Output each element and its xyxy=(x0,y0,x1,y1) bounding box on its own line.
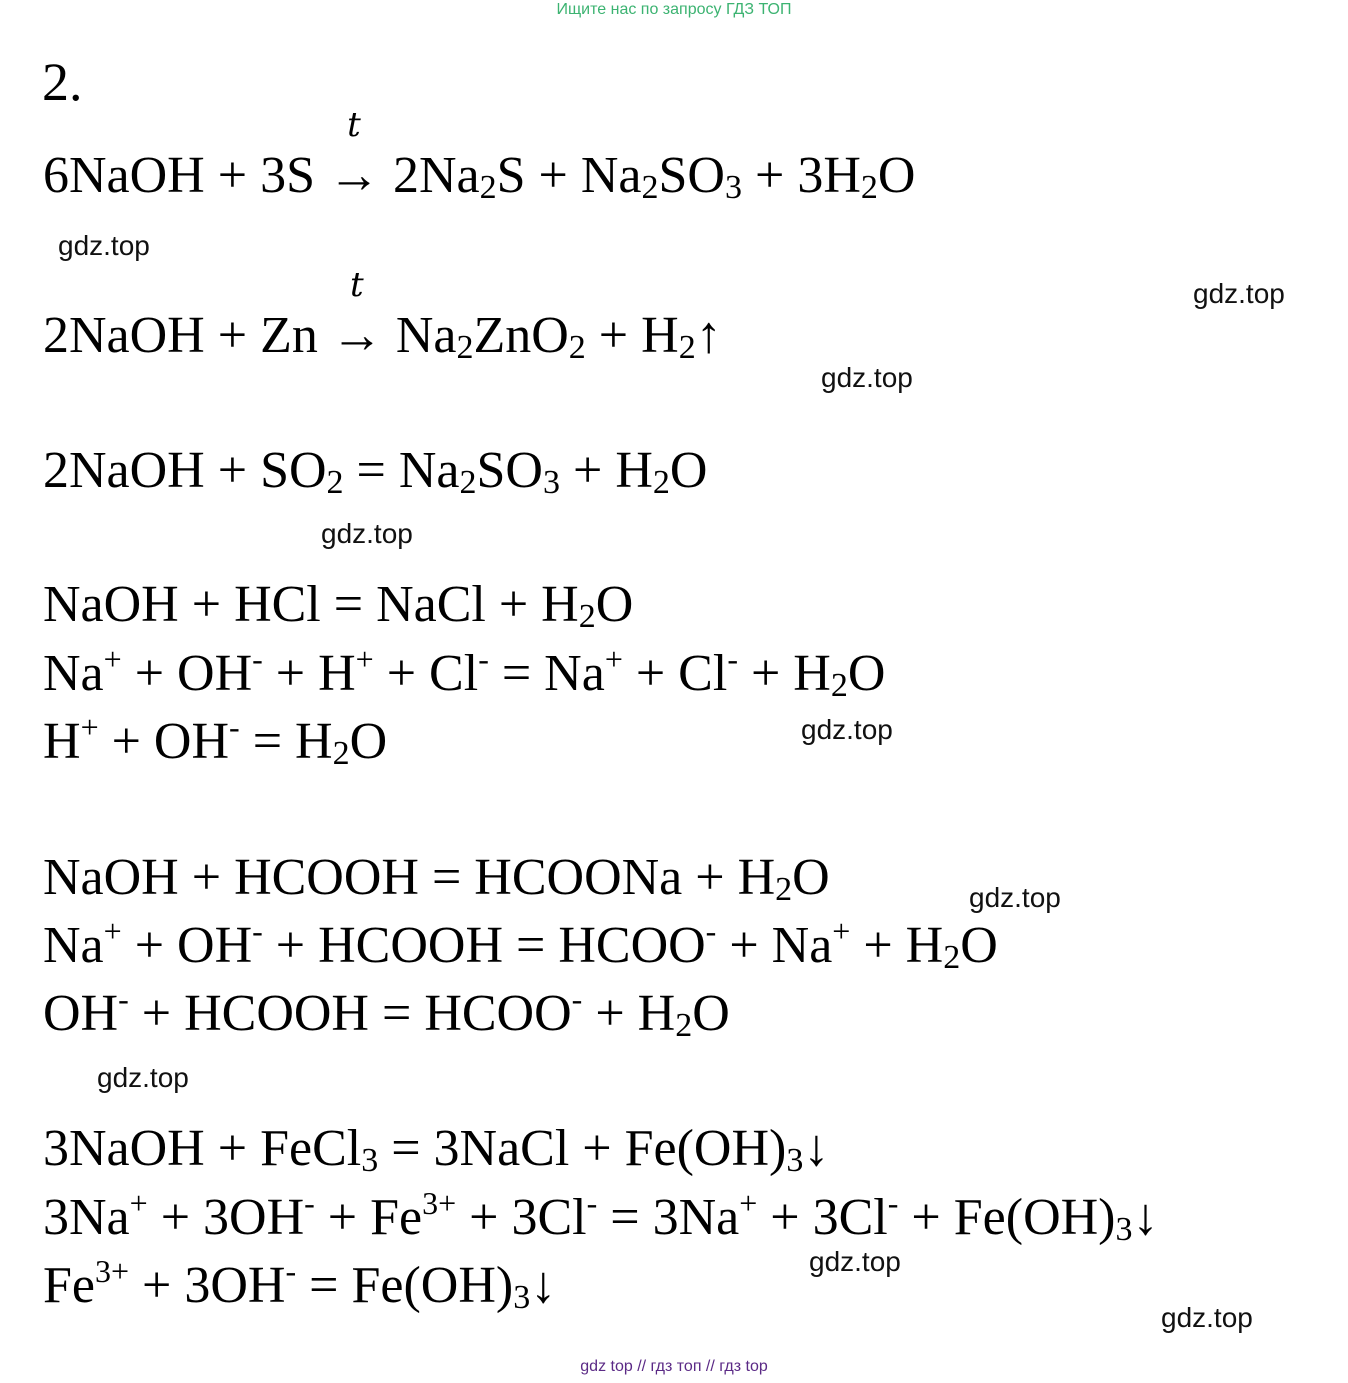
heating-arrow: t → xyxy=(327,105,380,204)
search-hint-banner: Ищите нас по запросу ГДЗ ТОП xyxy=(556,1,792,18)
equation-naoh-sulfur-dioxide: 2NaOH + $SO_2 = Na_2SO_3 + H_2O$ xyxy=(43,442,708,501)
equation-naoh-hcl-molecular: NaOH + HCl = NaCl + $H_2O$ xyxy=(43,576,634,635)
equation-naoh-formic-full-ionic: Na+ + OH- + HCOOH = HCOO- + $Na^+ + H_2O$ xyxy=(43,913,998,976)
equation-naoh-sulfur: 6NaOH + 3S t → $2Na_2S + Na_2SO_3 + 3H_2O$ xyxy=(43,105,916,206)
equation-naoh-zinc: 2NaOH + Zn t → $Na_2ZnO_2$ + $H_2↑$ xyxy=(43,265,722,366)
watermark: gdz.top xyxy=(809,1246,901,1277)
watermark: gdz.top xyxy=(801,714,893,745)
watermark: gdz.top xyxy=(97,1062,189,1093)
watermark: gdz.top xyxy=(1193,278,1285,309)
watermark: gdz.top xyxy=(58,230,150,261)
watermark: gdz.top xyxy=(821,362,913,393)
watermark: gdz.top xyxy=(321,518,413,549)
equation-naoh-hcl-short-ionic: $H^+ + OH^- = H_2O$ xyxy=(43,709,388,772)
equation-naoh-formic-molecular: NaOH + HCOOH = HCOONa + $H_2O$ xyxy=(43,849,830,908)
watermark: gdz.top xyxy=(969,882,1061,913)
equation-naoh-hcl-full-ionic: $Na^+ + OH^- + H^+ + Cl^- = Na^+ + Cl^- + H_2O$ xyxy=(43,641,886,704)
heating-condition-label: t xyxy=(349,265,364,305)
heating-condition-label: t xyxy=(347,105,361,145)
equation-naoh-formic-short-ionic: OH- + HCOOH = HCOO- + $H_2O$ xyxy=(43,981,730,1044)
problem-number: 2. xyxy=(42,52,83,112)
equation-naoh-fecl3-full-ionic: $3Na^+ + 3OH^- + Fe^{3+} + 3Cl^- = 3Na^+ + 3Cl^-$ + $Fe(OH)_3↓$ xyxy=(43,1185,1159,1248)
watermark: gdz.top xyxy=(1161,1302,1253,1333)
equation-naoh-fecl3-short-ionic: $Fe^{3+} + 3OH^-$ = $Fe(OH)_3↓$ xyxy=(43,1253,557,1316)
footer-links: gdz top // гдз топ // гдз top xyxy=(580,1358,768,1375)
heating-arrow: t → xyxy=(330,265,383,364)
equation-naoh-fecl3-molecular: 3NaOH + FeCl$_3$ = 3NaCl + $Fe(OH)_3↓$ xyxy=(43,1120,830,1179)
